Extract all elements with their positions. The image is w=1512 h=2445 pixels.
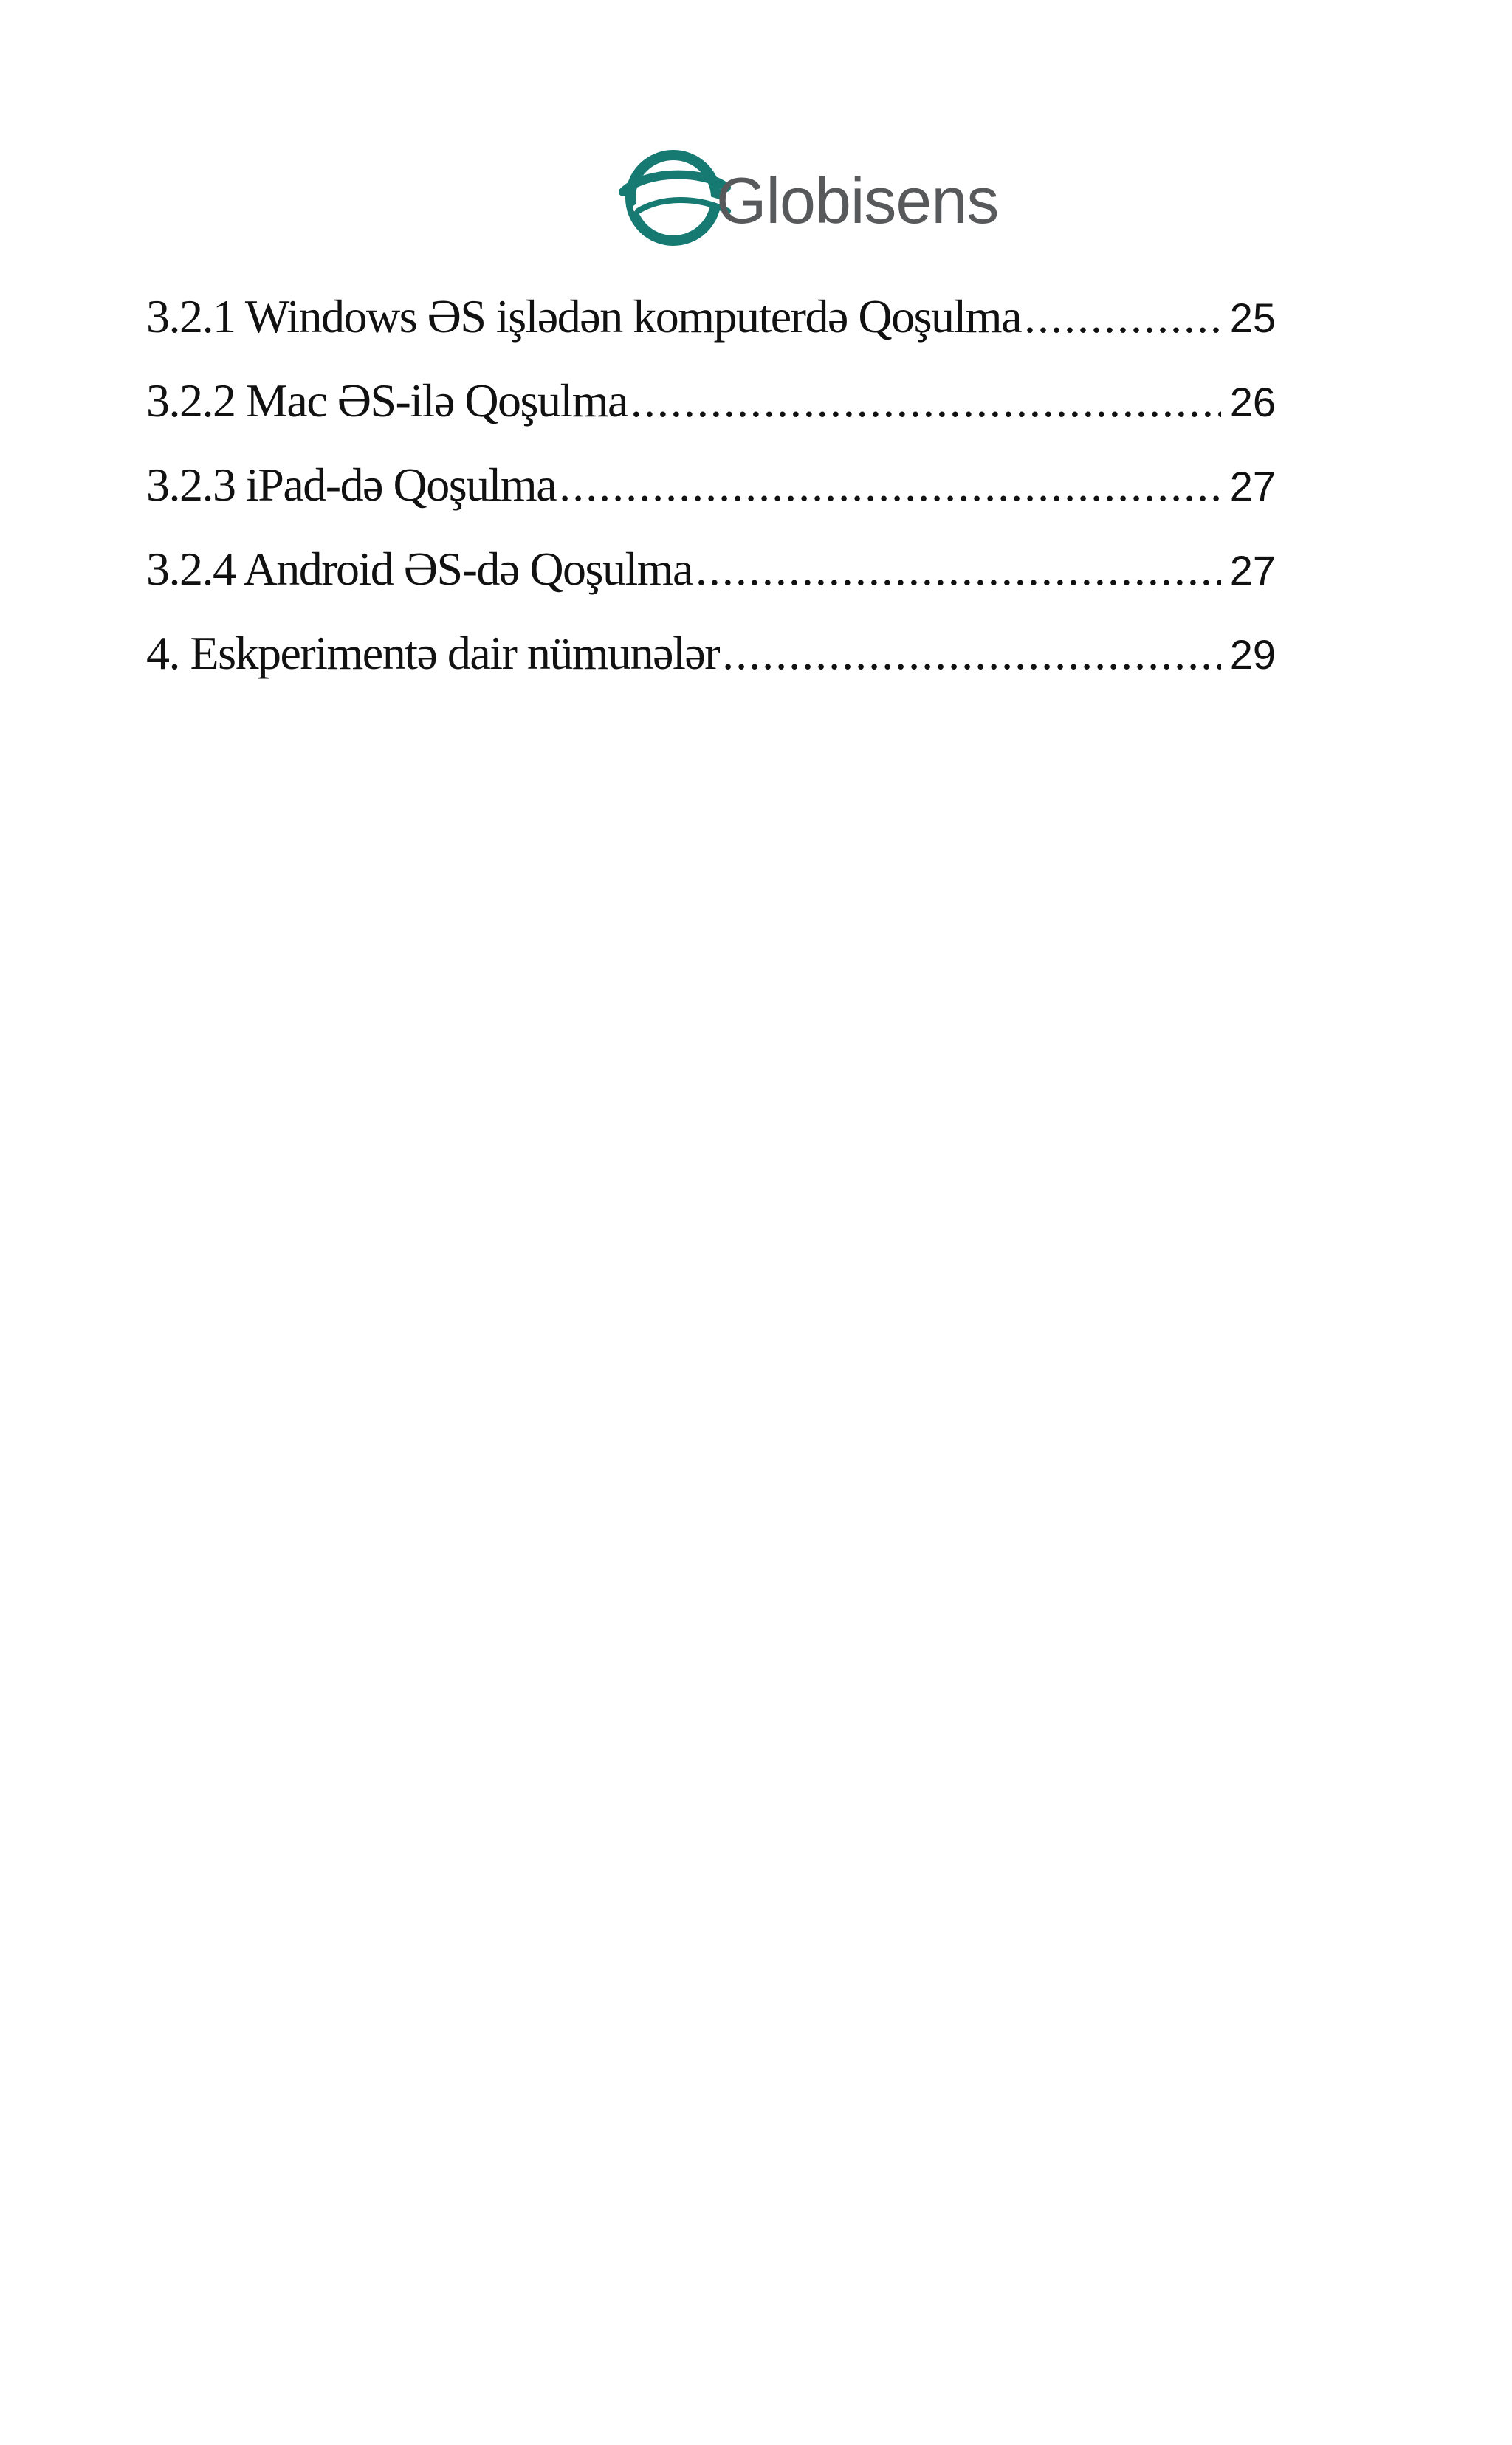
toc-entry-title: 3.2.3 iPad-də Qoşulma [146,458,557,511]
toc-dot-leader [630,374,1221,428]
toc-dot-leader [722,626,1221,681]
toc-entry[interactable] [146,626,1276,710]
toc-entry-page: 26 [1229,379,1276,425]
globisens-logo [616,140,999,251]
toc-entry-page: 29 [1229,631,1276,678]
toc-entry[interactable] [146,458,1276,542]
toc-entry-page: 27 [1229,547,1276,594]
toc-entry-title: 3.2.1 Windows ƏS işlədən komputerdə Qoşulma [146,290,1021,343]
toc-entry-title: 4. Eskperimentə dair nümunələr [146,627,720,679]
table-of-contents [146,289,1276,710]
toc-entry[interactable] [146,374,1276,458]
toc-dot-leader [695,542,1221,596]
toc-entry-title: 3.2.2 Mac ƏS-ilə Qoşulma [146,374,628,427]
logo-wordmark: Globisens [716,164,999,237]
toc-dot-leader [1024,289,1221,344]
toc-entry-page: 25 [1229,295,1276,341]
toc-entry[interactable] [146,542,1276,626]
toc-dot-leader [559,458,1221,512]
toc-entry-title: 3.2.4 Android ƏS-də Qoşulma [146,543,693,595]
toc-entry[interactable] [146,289,1276,374]
toc-entry-page: 27 [1229,463,1276,509]
